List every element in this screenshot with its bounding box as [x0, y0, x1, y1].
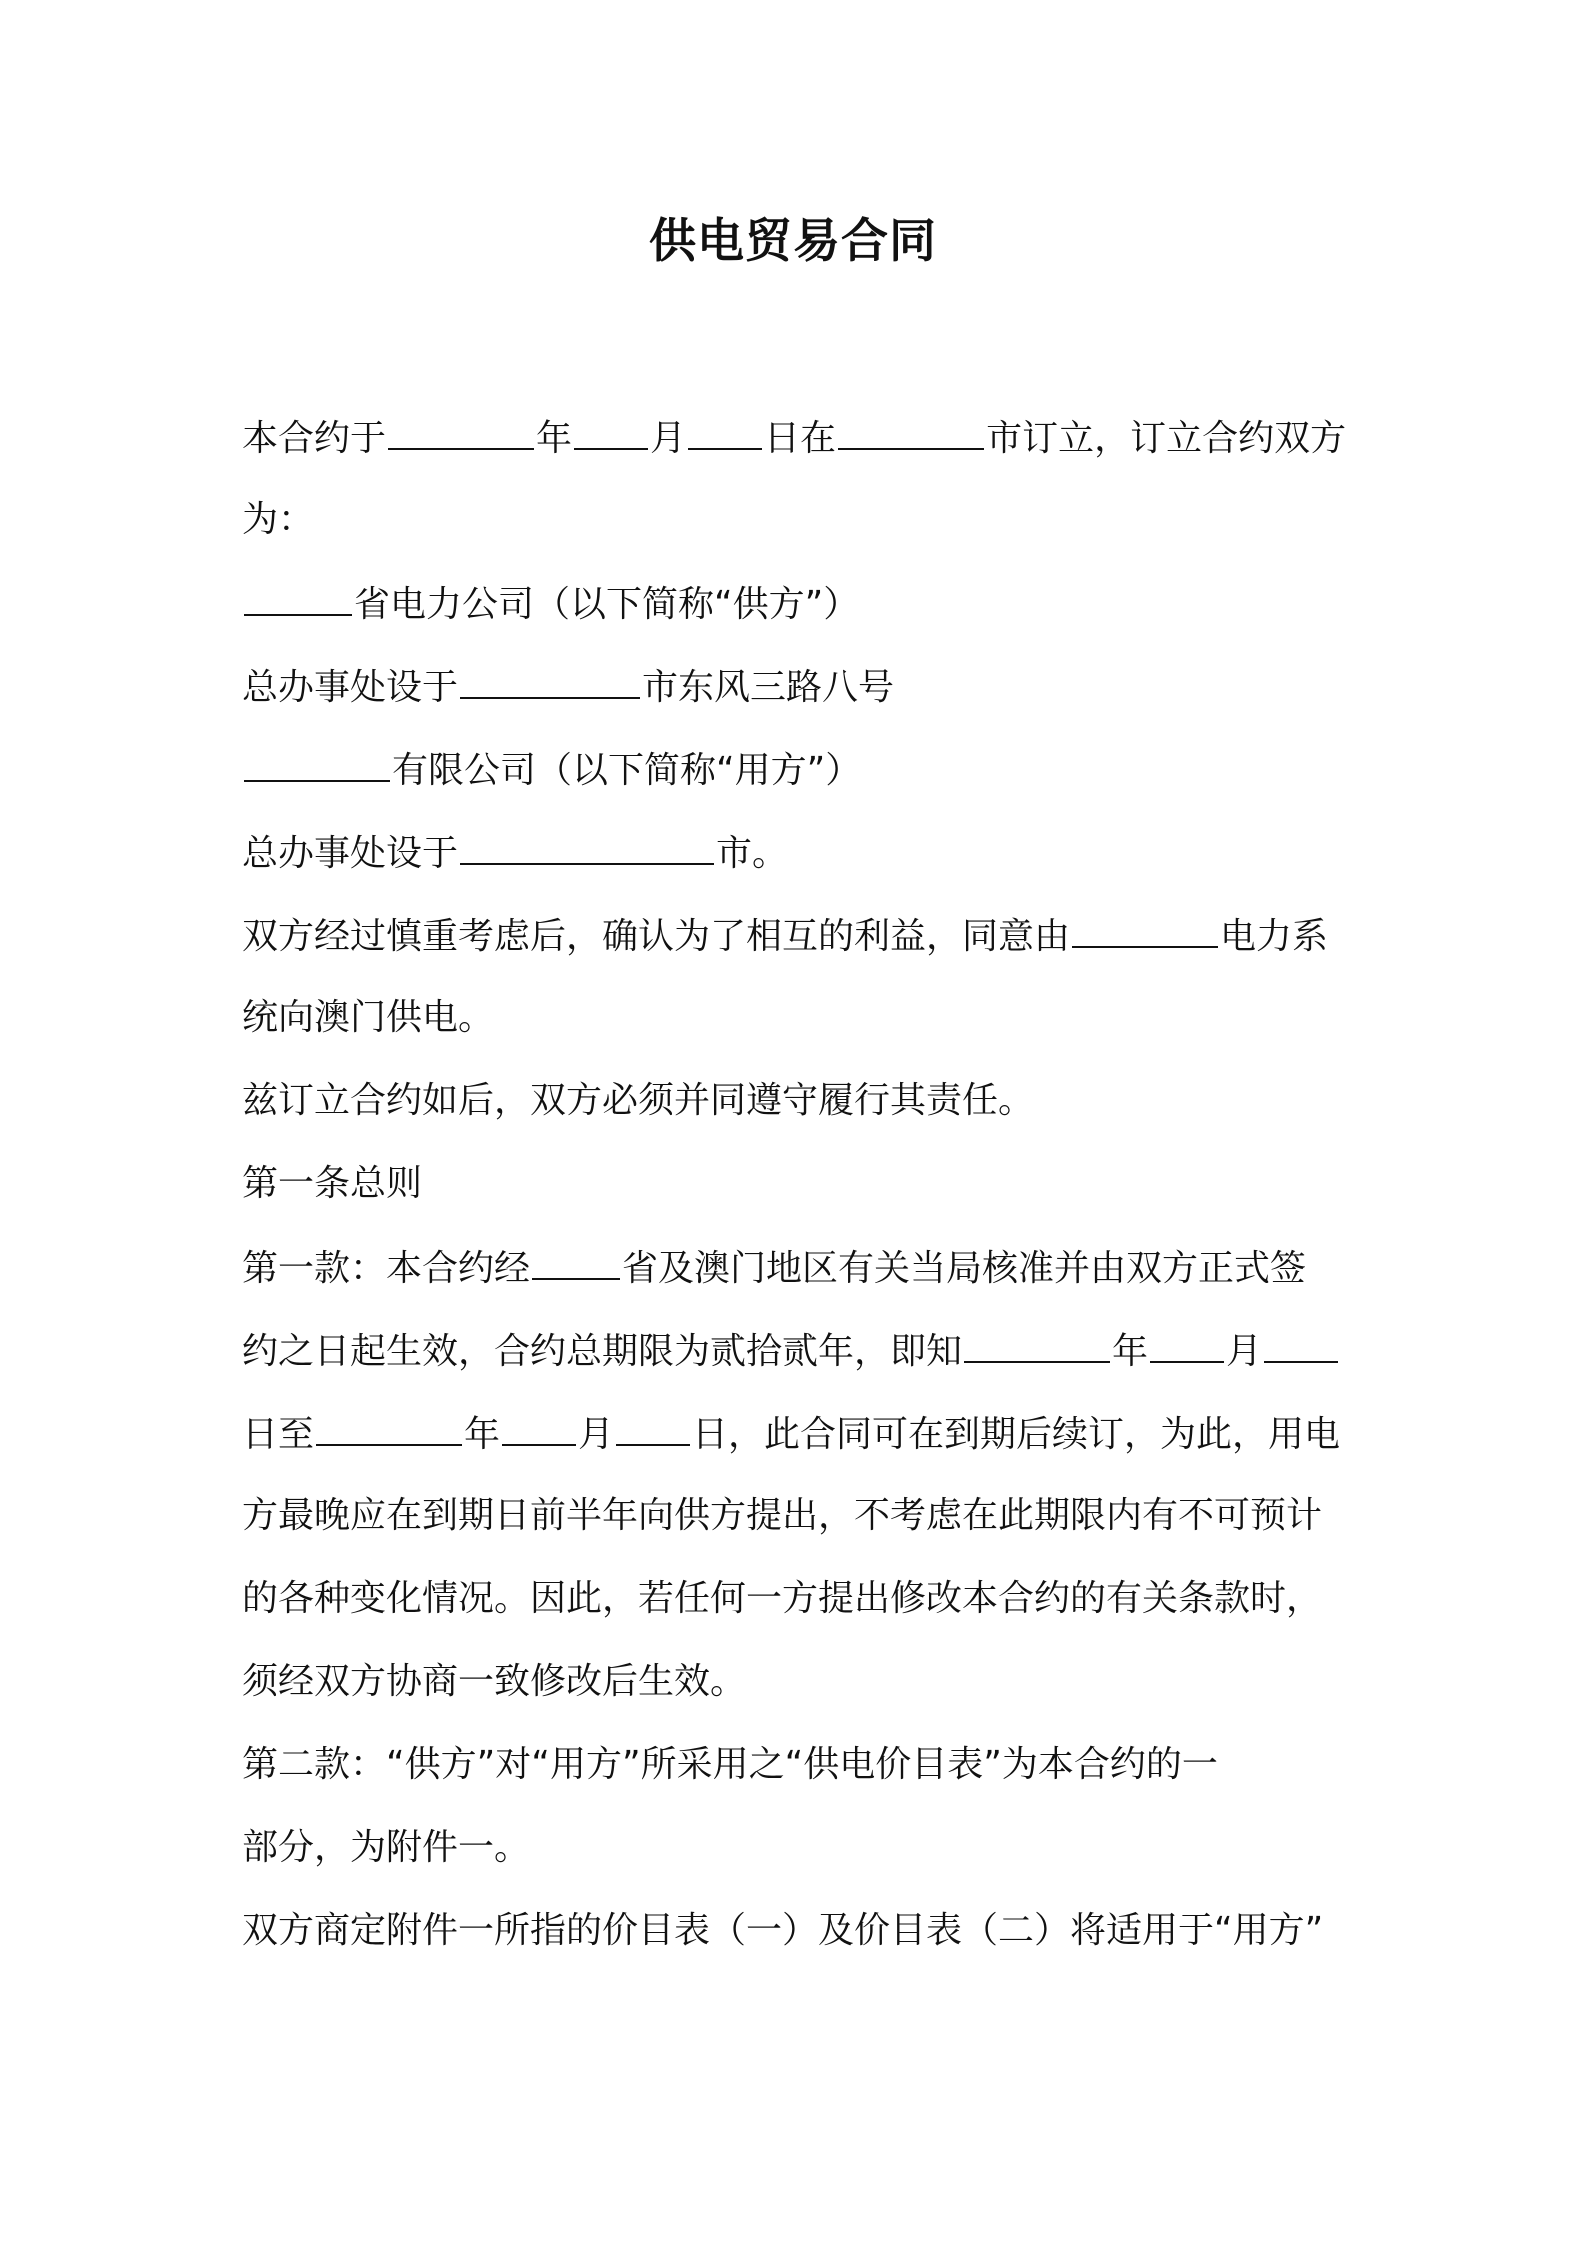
text-segment: 市东风三路八号	[642, 667, 895, 708]
paragraph-line-18: 部分，为附件一。	[242, 1827, 531, 1868]
fill-in-blank	[316, 1400, 462, 1446]
paragraph-line-16: 须经双方协商一致修改后生效。	[242, 1661, 747, 1702]
paragraph-line-14: 方最晚应在到期日前半年向供方提出，不考虑在此期限内有不可预计	[242, 1495, 1323, 1536]
fill-in-blank	[964, 1317, 1110, 1363]
text-segment: 月	[578, 1414, 615, 1455]
fill-in-blank	[1264, 1317, 1338, 1363]
paragraph-line-13	[242, 1400, 1352, 1483]
paragraph-line-12	[242, 1317, 1352, 1400]
paragraph-line-19: 双方商定附件一所指的价目表（一）及价目表（二）将适用于“用方”	[242, 1910, 1324, 1951]
fill-in-blank	[502, 1400, 576, 1446]
paragraph-line-3	[242, 570, 1352, 653]
text-segment: 日至	[242, 1414, 315, 1455]
fill-in-blank	[532, 1234, 620, 1280]
fill-in-blank	[838, 404, 984, 450]
contract-body	[242, 404, 1352, 1981]
fill-in-blank	[460, 819, 714, 865]
text-segment: 省电力公司（以下简称“供方”）	[354, 584, 860, 625]
text-segment: 日在	[764, 418, 837, 459]
text-segment: 年	[1112, 1331, 1149, 1372]
text-segment: 省及澳门地区有关当局核准并由双方正式签	[622, 1248, 1307, 1289]
text-segment: 有限公司（以下简称“用方”）	[392, 750, 862, 791]
fill-in-blank	[244, 736, 390, 782]
text-segment: 年	[464, 1414, 501, 1455]
paragraph-line-5	[242, 736, 1352, 819]
text-segment: 双方经过慎重考虑后，确认为了相互的利益，同意由	[242, 916, 1071, 957]
text-segment: 日，此合同可在到期后续订，为此，用电	[692, 1414, 1341, 1455]
text-segment: 总办事处设于	[242, 833, 459, 874]
fill-in-blank	[616, 1400, 690, 1446]
paragraph-line-7	[242, 902, 1352, 985]
fill-in-blank	[244, 570, 352, 616]
text-segment: 约之日起生效，合约总期限为贰拾贰年，即知	[242, 1331, 963, 1372]
text-segment: 市。	[716, 833, 789, 874]
paragraph-line-4	[242, 653, 1352, 736]
paragraph-line-9: 兹订立合约如后，双方必须并同遵守履行其责任。	[242, 1080, 1035, 1121]
text-segment: 市订立，订立合约双方	[986, 418, 1347, 459]
paragraph-line-8: 统向澳门供电。	[242, 997, 495, 1038]
fill-in-blank	[688, 404, 762, 450]
text-segment: 月	[650, 418, 687, 459]
paragraph-line-2: 为：	[242, 499, 315, 540]
fill-in-blank	[1150, 1317, 1224, 1363]
paragraph-line-6	[242, 819, 1352, 902]
text-segment: 电力系	[1220, 916, 1329, 957]
document-title: 供电贸易合同	[649, 214, 937, 269]
text-segment: 总办事处设于	[242, 667, 459, 708]
paragraph-line-11	[242, 1234, 1352, 1317]
text-segment: 月	[1226, 1331, 1263, 1372]
paragraph-line-17: 第二款：“供方”对“用方”所采用之“供电价目表”为本合约的一	[242, 1744, 1218, 1785]
text-segment: 第一款：本合约经	[242, 1248, 531, 1289]
fill-in-blank	[388, 404, 534, 450]
fill-in-blank	[1072, 902, 1218, 948]
section-heading: 第一条总则	[242, 1163, 423, 1204]
fill-in-blank	[574, 404, 648, 450]
text-segment: 年	[536, 418, 573, 459]
paragraph-line-1	[242, 404, 1352, 487]
text-segment: 本合约于	[242, 418, 387, 459]
paragraph-line-15: 的各种变化情况。因此，若任何一方提出修改本合约的有关条款时，	[242, 1578, 1323, 1619]
fill-in-blank	[460, 653, 640, 699]
